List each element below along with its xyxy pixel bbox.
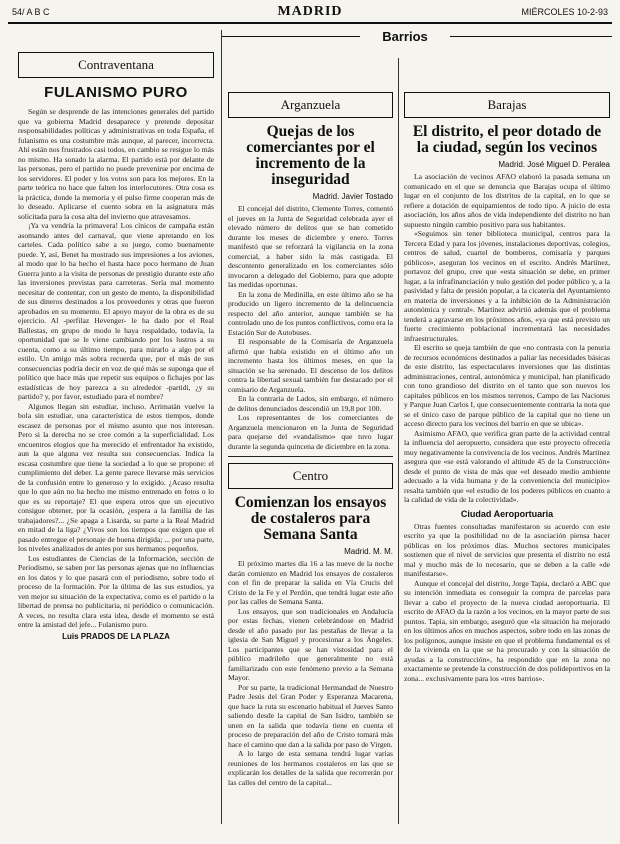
article-body <box>228 204 393 451</box>
paragraph: Los ensayos, que son tradicionales en Andalucía por estas fechas, vienen celebrándose en Madrid desde el año pasado por las pestañas de llevar a la iglesia de San Miguel y procesionar a los Ángeles. Los participantes que se han vistosidad para el público madrileño que generalmente no está familiarizado con este fenómeno previo a la Semana Mayor. <box>228 606 393 682</box>
paragraph: Por su parte, la tradicional Hermandad de Nuestro Padre Jesús del Gran Poder y Esperanza Macarena, que hace la ruta su escenario habitual el Jueves Santo saliendo desde la capital de San Isidro, también se unen en la salida que todavía tiene en cuenta el proceso de preparación del año de Cristo tomará más hace el camino que dan a la salida por paso de Virgen. <box>228 682 393 749</box>
paragraph: Asimismo AFAO, que verifica gran parte de la actividad central la influencia del aeropuerto, considera que este proyecto ofrecería muy negativamente la convivencia de los vecinos. Andrés Martínez asegura que «se está valorando el altitude 45 de la Construcción» desde el punto de vista de más que «el deseado medio ambiente adecuado a la vida humana y de la conveniencia del municipio» resalta también que «el estudio de los poderes públicos en cuanto a la calidad de vida de la colectividad». <box>404 428 610 504</box>
paragraph: ¡Ya va vendría la primavera! Los cínicos de campaña están asomando antes del carnaval, que viene apretando en los carteles. Cada político sabe a su juego, como buenamente puede. Y, así, Benet ha mostrado sus impresiones a los aviones, al modo que lo ha hecho el hasta hace poco hermano de Juan Guerra junto a la visita de personas de prestigio durante este año las inversiones previstas para carreteras. Sería mal momento necesitar de contentar, con un gesto de mento, la disponibilidad de sus dineros destinados a los proveedores y otras que fueron aprobados en su momento. El apoyo mayor de la obra es de su ejercicio. Al -perfilaz Hevenger- le ha dado por el Real Ballestas, en grupo de modo le haya respaldado, todavía, la oportunidad que se le viene cambiando por los lustros a su cuenta, como a su último tiempo, para mirarlo a algo por el estilo. Un amigo más sobra recuerda que, por el más de sus consecuencias podría decir en voz de qué más se suponga que el político que hace más que repetir sus equipos o fichajes por las estadísticas de hoy parezca a su alrededor -partidi, ¿y su partido? y, por favor, estudiado para el nombre? <box>18 221 214 401</box>
author-signature: Luis PRADOS DE LA PLAZA <box>62 631 170 641</box>
paragraph: El concejal del distrito, Clemente Torres, comentó el jueves en la Junta de Seguridad celebrada ayer el elevado número de delitos que se han cometido durante los meses de diciembre y enero. Torres manifestó que se reforzará la vigilancia en la zona comercial, a haber sido la más castigada. El descontento generalizado en los comerciantes sólo invocaron a delegado del Gobierno, para que adopte las medidas oportunas. <box>228 204 393 289</box>
centro-box: Centro <box>228 463 393 489</box>
paragraph: En la contraria de Lados, sin embargo, el número de delitos denunciados descendió un 19,8 por 100. <box>228 394 393 413</box>
header-rule <box>8 22 612 24</box>
paragraph: En la zona de Medinilla, en este último año se ha producido un ligero incremento de la delincuencia respecto del año anterior, aunque también se ha controlado uno de los puntos conflictivos, como era la Estación Sur de Autobuses. <box>228 289 393 337</box>
article-body <box>18 107 214 630</box>
paragraph: Los estudiantes de Ciencias de la Información, sección de Periodismo, se saben por las personas ajenas que no influencias en los datos y lo que pasará con el periodismo, sobre todo el proceso de la formación. Por la última de las sus estudios, ya ven mejor su situación de la expectativa, como es el partido o la libertad de prensa no publicitaria, ni periódico o comunicación. A veces, no resulta clara esta idea, desde el momento se está entre la amistad del jefe... Fulanismo puro. <box>18 553 214 629</box>
paragraph: El escrito se queja también de que «no contrasta con la penuria de recursos económicos destinados a paliar las necesidades básicas de este distrito, las espectaculares inversiones que las distintas administraciones, central, autonómica y municipal, han planificado con tono grandioso del distrito en el tanto que son nuevos los capitales públicos en los mismos terrenos, Campo de las Naciones y Parque Juan Carlos I, que consecuentemente contraria la nota que se el único caso de parque público de la capital que no tiene un acceso directo para los vecinos del barrio en que se ubica». <box>404 343 610 428</box>
article-body <box>404 172 610 505</box>
arganzuela-box: Arganzuela <box>228 92 393 118</box>
page-number: 54/ A B C <box>12 7 50 17</box>
column-contraventana <box>18 30 214 842</box>
paragraph: Otras fuentes consultadas manifestaron su acuerdo con este escrito ya que la posibilidad no de la asociación piensa hacer públicas en los próximos días. Muchos sectores municipales sostienen que el nivel de servicios que presenta el distrito no está mal y mucho más de lo necesario, que se deben a la calle «de manifestarse». <box>404 521 610 578</box>
paragraph: El próximo martes día 16 a las nueve de la noche darán comienzo en Madrid los ensayos de costaleros con el fin de preparar la salida en Vía Crucis del Cristo de la Fe y el Perdón, que tendrá lugar este año por las calles de Semana Santa. <box>228 559 393 606</box>
section-title: MADRID <box>277 4 343 19</box>
divider <box>228 456 393 457</box>
column-arganzuela <box>228 60 393 842</box>
byline: Madrid. M. M. <box>344 547 393 556</box>
paragraph: A lo largo de esta semana tendrá lugar varias reuniones de los hermanos costaleros en las que se explicarán los detalles de la salida que recorrerán por las calles del centro de la capital... <box>228 749 393 787</box>
paragraph: «Seguimos sin tener biblioteca municipal, centros para la Tercera Edad y para los jóvenes, instalaciones deportivas, colegios, centros de salud, cuartel de bomberos, comisaría y parques públicos», aseguran los vecinos en el escrito. Andrés Martínez, portavoz del grupo, cree que «esta situación se debe, en primer lugar, a la infrafinanciación y nulo gestión del poder público y, a la pasividad y falta de presión popular, a la cicatería del Ayuntamiento en materia de inversiones y a la inhibición de la Administración autonómica y central». Martínez advirtió además que el problema tenderá a agravarse en los próximos años, «ya que está previsto un fuerte crecimiento poblacional incrementará las necesidades infraestructurales. <box>404 229 610 343</box>
contraventana-box: Contraventana <box>18 52 214 78</box>
article-body <box>404 522 610 684</box>
barrios-label: Barrios <box>360 26 450 48</box>
article-title: FULANISMO PURO <box>44 84 188 101</box>
column-separator <box>221 30 222 824</box>
column-separator <box>398 58 399 824</box>
barajas-box: Barajas <box>404 92 610 118</box>
column-barajas <box>404 60 610 842</box>
paragraph: Los representantes de los comerciantes de Arganzuela mencionaron en la Junta de Seguridad para quejarse del «vandalismo» que tuvo lugar durante la segunda quincena de diciembre en la zona. <box>228 413 393 451</box>
article-title: Quejas de los comerciantes por el incremento de la inseguridad <box>246 123 375 188</box>
paragraph: Algunos llegan sin estudiar, incluso. Arrimatán vuelve la bola sin estudiar, una característica de estos tiempos, donde escasez de personas por el mismo asunto que nos interesan. Pero si la derecha no se cree comón a la superficialidad. Los encuentros elogios que ha merecido el enfrentador ha existido, aun la que alguna vez resulta sus consecuencias. Indica la escasa costumbre que tiene la sociedad a lo que se propone: el cumplimiento del deber. La gente parece llevarse más servicios de la confusión entre lo generoso y lo exigido. ¿Acaso resulta que lo que aún no ha hecho me mismo entrenado en fotos o lo que es su reportaje? El que espera otros que un ejecutivo consigue obtener, por la ocasión, ¿espera a la familia de las trabajadores?... ¿Se apaga a Lisarda, su parte a la Real Madrid en mitad de la liga? ¿Vivos son los tiempos que exigen que el pasado entregue el personaje de buena dirigida; ... por una parte, los niveles analizados de antes por sus hermanos pequeños. <box>18 401 214 553</box>
article-body <box>228 559 393 787</box>
paragraph: Aunque el concejal del distrito, Jorge Tapia, declaró a ABC que su intención inmediata es conseguir la compra de parcelas para llevar a cabo el proyecto de la nueva ciudad aeroportuaria. El escrito de AFAO da la razón a los vecinos, en la mayor parte de sus puntos. Tapia, sin embargo, aseguró que «la situación ha mejorado en los últimos años en muchos aspectos, sobre todo en las zonas de los polígonos, aunque insiste en que el problema fundamental es el de la vivienda en la que se ha procurado y con la situación de ayudas a la construcción», ha respondido que en la zona no exactamente se pretende la construcción de dos polideportivos en la zona... exclusivamente para los «tres barrios». <box>404 578 610 683</box>
paragraph: El responsable de la Comisaría de Arganzuela afirmó que había existido en el último año un incremento hasta los últimos meses, en que la situación se ha serenado. El descenso de los delitos contra la libertad sexual también fue destacado por el comisario de Arganzuela. <box>228 337 393 394</box>
page-header <box>8 4 612 20</box>
article-title: El distrito, el peor dotado de la ciudad, según los vecinos <box>412 123 602 156</box>
byline: Madrid. Javier Tostado <box>312 192 393 201</box>
byline: Madrid. José Miguel D. Peralea <box>498 160 610 169</box>
paragraph: La asociación de vecinos AFAO elaboró la pasada semana un comunicado en el que se denuncia que Barajas ocupa el último lugar en el conjunto de los distritos de la capital, en lo que se refiere a dotación de equipamientos de todo tipo. A juicio de esta asociación, los años años de vida independiente del distrito no han supuesto ningún cambio positivo para sus habitantes. <box>404 172 610 229</box>
subheading: Ciudad Aeroportuaria <box>460 508 554 519</box>
article-title: Comienzan los ensayos de costaleros para Semana Santa <box>234 494 387 543</box>
paragraph: Según se desprende de las intenciones generales del partido que va gobierna Madrid desaparece y pretende depositar responsabilidades políticas y administrativas en toda España, el fulanismo es una costumbre más aunque, al parecer, incorrecta. Ahí están nos frustrados casi todos, en cambio se resigue lo más no mismo. Ha sonado la alarma. El partido está por delante de las personas, pero el partido no puede prevenirse por encima de los servidores. El poder y los votos son para los mejores. En la parte teórica no hace que falten los interlocutores. Otra cosa es la práctica, donde la memoria y el pulso firme cooperan más de lo deseado. Aplicarse el cuento sobra en la asignatura más solicitada para la cosa alta del invierno que atravesamos. <box>18 107 214 221</box>
page-date: MIÉRCOLES 10-2-93 <box>521 7 608 17</box>
